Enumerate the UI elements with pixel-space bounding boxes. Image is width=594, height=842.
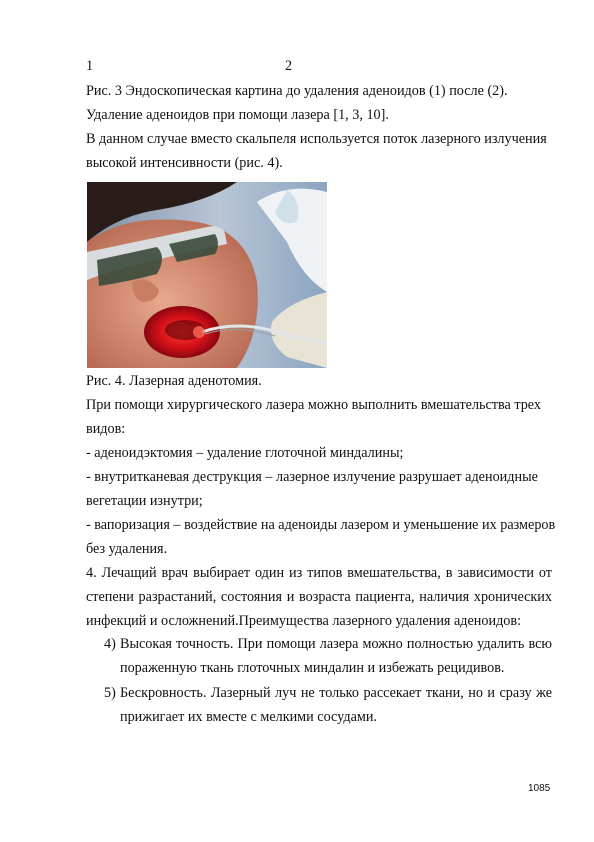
figure3-label-2: 2 <box>285 58 293 74</box>
laser-removal-heading: Удаление аденоидов при помощи лазера [1, 3, 10]. <box>86 107 389 123</box>
type-item-vaporization-line2: без удаления. <box>86 541 168 557</box>
figure4-caption: Рис. 4. Лазерная аденотомия. <box>86 373 262 389</box>
types-intro-line1: При помощи хирургического лазера можно выполнить вмешательства трех <box>86 397 542 413</box>
paragraph-instead-line1: В данном случае вместо скальпеля используется поток лазерного излучения <box>86 131 547 147</box>
type-item-destruction-line1: - внутритканевая деструкция – лазерное излучение разрушает аденоидные <box>86 469 538 485</box>
figure3-caption: Рис. 3 Эндоскопическая картина до удаления аденоидов (1) после (2). <box>86 83 508 99</box>
types-intro-line2: видов: <box>86 421 126 437</box>
figure3-label-1: 1 <box>86 58 94 74</box>
advantage-number: 5) <box>104 685 116 701</box>
advantage-text-cont: прижигает их вместе с мелкими сосудами. <box>120 709 377 725</box>
point4-line3: инфекций и осложнений.Преимущества лазерного удаления аденоидов: <box>86 613 522 629</box>
paragraph-instead-line2: высокой интенсивности (рис. 4). <box>86 155 283 171</box>
type-item-adenoidectomy: - аденоидэктомия – удаление глоточной миндалины; <box>86 445 404 461</box>
type-item-destruction-line2: вегетации изнутри; <box>86 493 203 509</box>
advantage-number: 4) <box>104 636 116 652</box>
type-item-vaporization-line1: - вапоризация – воздействие на аденоиды лазером и уменьшение их размеров <box>86 517 556 533</box>
laser-adenotomy-photo <box>87 182 327 368</box>
advantage-text: Бескровность. Лазерный луч не только рассекает ткани, но и сразу же <box>120 685 552 701</box>
point4-line1: 4. Лечащий врач выбирает один из типов вмешательства, в зависимости от <box>86 565 552 581</box>
advantage-text: Высокая точность. При помощи лазера можно полностью удалить всю <box>120 636 552 652</box>
page-number: 1085 <box>528 783 551 794</box>
point4-line2: степени разрастаний, состояния и возраста пациента, наличия хронических <box>86 589 552 605</box>
advantage-text-cont: пораженную ткань глоточных миндалин и избежать рецидивов. <box>120 660 505 676</box>
